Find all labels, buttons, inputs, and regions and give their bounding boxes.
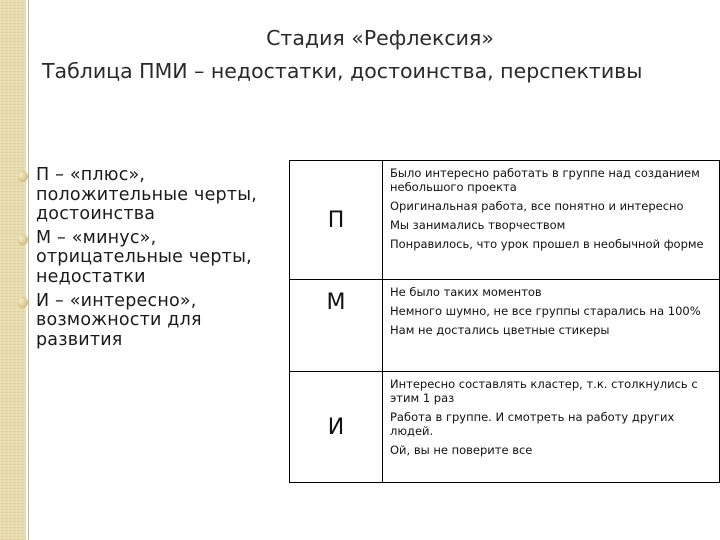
slide-subtitle: Таблица ПМИ – недостатки, достоинства, перспективы bbox=[42, 59, 643, 83]
row-notes-interesting bbox=[383, 372, 720, 483]
bullet-item-minus bbox=[16, 229, 266, 288]
note-text: Ой, вы не поверите все bbox=[390, 443, 533, 457]
note-text: Понравилось, что урок прошел в необычной форме bbox=[390, 237, 704, 251]
table-row-interesting bbox=[290, 372, 720, 483]
row-letter-plus: П bbox=[290, 161, 383, 280]
table-row-plus bbox=[290, 161, 720, 280]
note-text: Было интересно работать в группе над созданием небольшого проекта bbox=[390, 166, 700, 194]
note-text: Нам не достались цветные стикеры bbox=[390, 323, 610, 337]
note-text: Мы занимались творчеством bbox=[390, 218, 566, 232]
row-letter-minus: М bbox=[290, 280, 383, 372]
bullet-text: П – «плюс», положительные черты, достоинства bbox=[36, 165, 258, 225]
bullet-item-interesting bbox=[16, 292, 266, 351]
bullet-item-plus bbox=[16, 166, 266, 225]
row-notes-minus bbox=[383, 280, 720, 372]
bullet-dot-icon bbox=[17, 234, 28, 245]
bullet-text: М – «минус», отрицательные черты, недостатки bbox=[36, 227, 252, 287]
bullet-dot-icon bbox=[17, 171, 28, 182]
bullet-dot-icon bbox=[17, 297, 28, 308]
bullet-list bbox=[16, 166, 266, 350]
slide-title: Стадия «Рефлексия» bbox=[266, 26, 494, 50]
note-text: Не было таких моментов bbox=[390, 285, 542, 299]
row-letter-interesting: И bbox=[290, 372, 383, 483]
bullet-text: И – «интересно», возможности для развития bbox=[36, 290, 202, 350]
note-text: Интересно составлять кластер, т.к. столкнулись с этим 1 раз bbox=[390, 377, 698, 405]
pmi-table bbox=[289, 160, 720, 483]
note-text: Работа в группе. И смотреть на работу других людей. bbox=[390, 410, 675, 438]
table-row-minus bbox=[290, 280, 720, 372]
row-notes-plus bbox=[383, 161, 720, 280]
note-text: Немного шумно, не все группы старались на 100% bbox=[390, 304, 701, 318]
note-text: Оригинальная работа, все понятно и интересно bbox=[390, 199, 684, 213]
